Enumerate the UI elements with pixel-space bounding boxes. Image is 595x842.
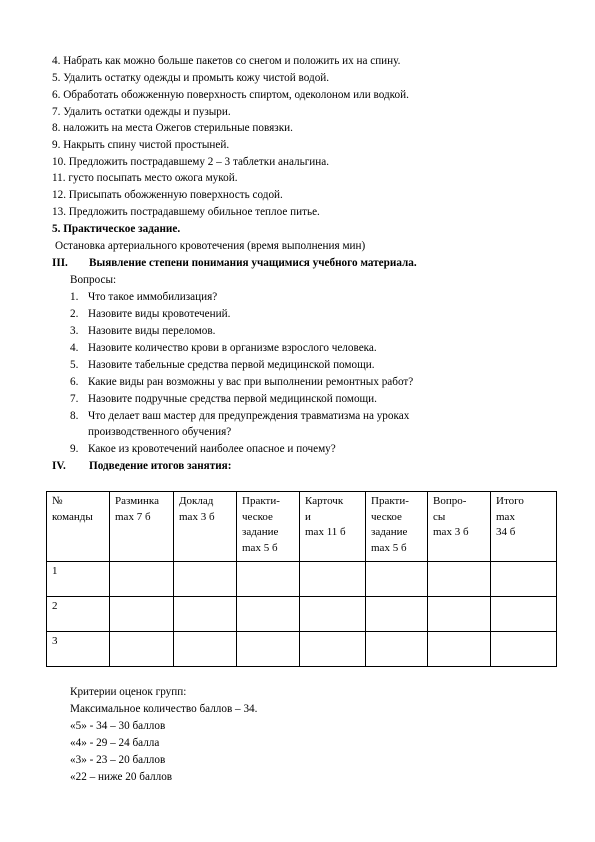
table-cell [491, 597, 557, 632]
step-item: 4. Набрать как можно больше пакетов со снегом и положить их на спину. [52, 55, 401, 67]
table-row [47, 562, 557, 597]
table-cell [174, 562, 237, 597]
question-item: 9. Какое из кровотечений наиболее опасное и почему? [70, 443, 336, 455]
grade-item: «22 – ниже 20 баллов [70, 771, 173, 783]
table-cell [366, 562, 428, 597]
table-cell [366, 632, 428, 667]
question-item: 8. Что делает ваш мастер для предупреждения травматизма на уроках [70, 410, 410, 422]
questions-label: Вопросы: [70, 274, 117, 286]
score-table [46, 491, 557, 667]
header-cell: № команды [47, 492, 110, 562]
section-iii-numeral: III. [52, 257, 68, 269]
table-cell [110, 562, 174, 597]
table-cell [428, 562, 491, 597]
question-item: 1. Что такое иммобилизация? [70, 291, 218, 303]
table-cell [491, 632, 557, 667]
criteria-max: Максимальное количество баллов – 34. [70, 703, 258, 715]
question-item: 4. Назовите количество крови в организме взрослого человека. [70, 342, 377, 354]
step-item: 5. Удалить остатку одежды и промыть кожу чистой водой. [52, 72, 330, 84]
step-item: 11. густо посыпать место ожога мукой. [52, 172, 238, 184]
table-cell [300, 632, 366, 667]
section-iv-numeral: IV. [52, 460, 66, 472]
table-cell [237, 632, 300, 667]
criteria-title: Критерии оценок групп: [70, 686, 187, 698]
question-item: производственного обучения? [88, 426, 232, 438]
grade-item: «3» - 23 – 20 баллов [70, 754, 166, 766]
table-cell [110, 597, 174, 632]
table-cell [110, 632, 174, 667]
table-cell [428, 597, 491, 632]
table-cell: 2 [47, 597, 110, 632]
question-item: 6. Какие виды ран возможны у вас при выполнении ремонтных работ? [70, 376, 414, 388]
step-item: 10. Предложить пострадавшему 2 – 3 таблетки анальгина. [52, 156, 330, 168]
header-cell: Доклад max 3 б [174, 492, 237, 562]
table-row [47, 597, 557, 632]
header-cell: Практи- ческое задание max 5 б [237, 492, 300, 562]
step-item: 12. Присыпать обожженную поверхность содой. [52, 189, 283, 201]
step-item: 9. Накрыть спину чистой простыней. [52, 139, 230, 151]
question-item: 7. Назовите подручные средства первой медицинской помощи. [70, 393, 377, 405]
header-cell: Разминка max 7 б [110, 492, 174, 562]
section-iii-title: Выявление степени понимания учащимися учебного материала. [89, 257, 417, 269]
table-cell: 1 [47, 562, 110, 597]
practical-task: Остановка артериального кровотечения (время выполнения мин) [55, 240, 366, 252]
question-item: 3. Назовите виды переломов. [70, 325, 216, 337]
step-item: 8. наложить на места Ожегов стерильные повязки. [52, 122, 293, 134]
table-cell [237, 597, 300, 632]
section-iii-heading [52, 255, 417, 272]
table-cell [237, 562, 300, 597]
step-item: 7. Удалить остатки одежды и пузыри. [52, 106, 231, 118]
question-item: 5. Назовите табельные средства первой медицинской помощи. [70, 359, 375, 371]
section-iv-title: Подведение итогов занятия: [89, 460, 232, 472]
header-cell: Итого max 34 б [491, 492, 557, 562]
table-cell [300, 597, 366, 632]
table-cell [174, 597, 237, 632]
question-item: 2. Назовите виды кровотечений. [70, 308, 231, 320]
header-cell: Вопро- сы max 3 б [428, 492, 491, 562]
table-header-row [47, 492, 557, 562]
grade-item: «5» - 34 – 30 баллов [70, 720, 166, 732]
table-cell [174, 632, 237, 667]
table-row [47, 632, 557, 667]
header-cell: Карточк и max 11 б [300, 492, 366, 562]
table-cell [491, 562, 557, 597]
step-item: 13. Предложить пострадавшему обильное теплое питье. [52, 206, 320, 218]
grade-item: «4» - 29 – 24 балла [70, 737, 160, 749]
table-cell [366, 597, 428, 632]
table-cell [300, 562, 366, 597]
header-cell: Практи- ческое задание max 5 б [366, 492, 428, 562]
step-item: 6. Обработать обожженную поверхность спиртом, одеколоном или водкой. [52, 89, 409, 101]
section-iv-heading [52, 458, 231, 475]
practical-heading: 5. Практическое задание. [52, 223, 181, 235]
table-cell [428, 632, 491, 667]
table-cell: 3 [47, 632, 110, 667]
